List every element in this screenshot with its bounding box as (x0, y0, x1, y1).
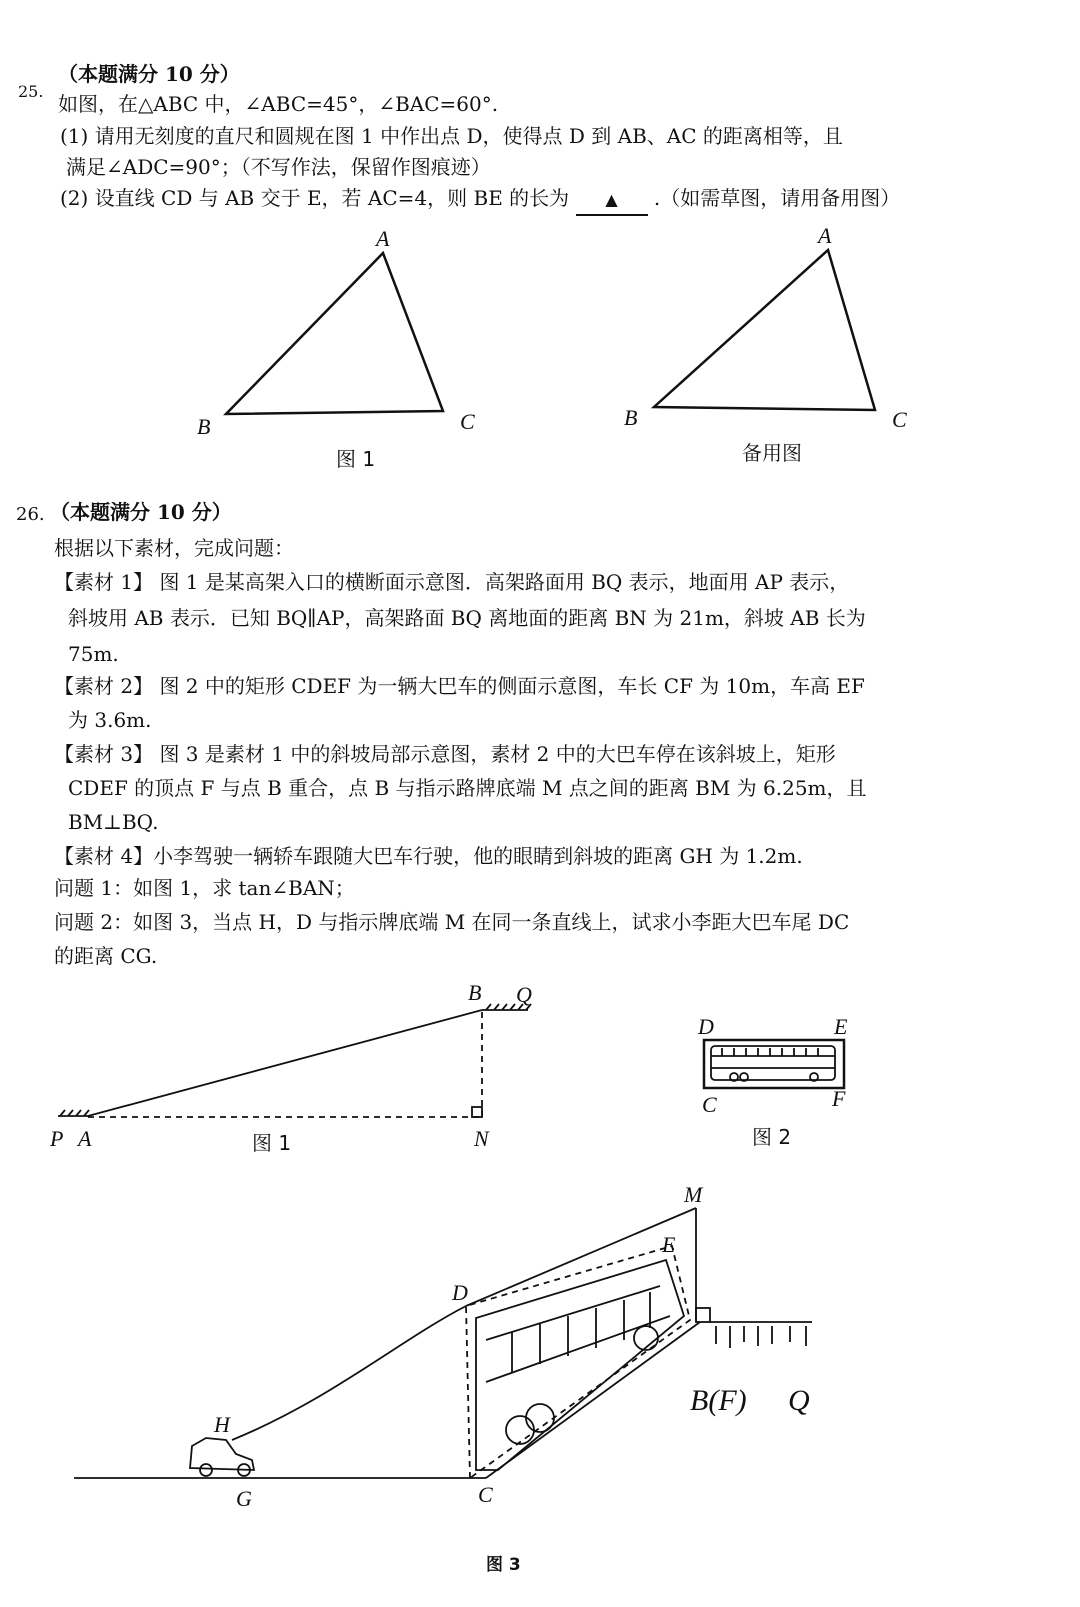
q26-fig3-slope (486, 1322, 700, 1478)
q26-fig3-label-m: M (684, 1182, 703, 1207)
q25-fig1-label-a: A (376, 226, 390, 251)
q25-part1-line2: 满足∠ADC=90°；（不写作法，保留作图痕迹） (66, 155, 491, 179)
q25-fig1-label-c: C (460, 409, 475, 434)
q26-fig1-label-q: Q (516, 982, 532, 1007)
q26-fig3-sign-base (696, 1308, 710, 1322)
q26-fig3-bus-rect (466, 1246, 690, 1478)
bus-icon (476, 1260, 684, 1470)
q26-number: 26. (16, 504, 45, 525)
q26-material1-line3: 75m. (68, 642, 119, 666)
q25-spare-label-c: C (892, 407, 907, 432)
q26-fig2-label-e: E (834, 1014, 848, 1039)
q25-score: （本题满分 10 分） (58, 62, 240, 86)
q26-score: （本题满分 10 分） (50, 500, 232, 524)
q25-number: 25. (18, 82, 44, 101)
q25-spare-label-a: A (818, 223, 832, 248)
q26-material3-line3: BM⊥BQ. (68, 810, 159, 834)
q26-fig1 (49, 980, 532, 1155)
q26-material4: 【素材 4】小李驾驶一辆轿车跟随大巴车行驶，他的眼睛到斜坡的距离 GH 为 1.2m. (54, 844, 803, 868)
q26-fig1-right-angle (472, 1107, 482, 1117)
car-icon (190, 1438, 254, 1476)
q26-fig3-caption: 图 3 (486, 1555, 521, 1575)
q26-material1-line2: 斜坡用 AB 表示．已知 BQ∥AP，高架路面 BQ 离地面的距离 BN 为 21m，斜坡 AB 长为 (68, 606, 866, 630)
q26-material3-line1: 【素材 3】 图 3 是素材 1 中的斜坡局部示意图，素材 2 中的大巴车停在该斜坡上，矩形 (54, 742, 836, 766)
q25-part1-line1: (1) 请用无刻度的直尺和圆规在图 1 中作出点 D，使得点 D 到 AB、AC 的距离相等，且 (60, 124, 843, 148)
q26-fig1-slope-ab (88, 1010, 482, 1116)
q26-material2-line1: 【素材 2】 图 2 中的矩形 CDEF 为一辆大巴车的侧面示意图，车长 CF 为 10m，车高 EF (54, 674, 865, 698)
q26-fig3-label-e: E (662, 1232, 676, 1257)
q26-material3-line2: CDEF 的顶点 F 与点 B 重合，点 B 与指示路牌底端 M 点之间的距离 BM 为 6.25m，且 (68, 776, 867, 800)
q25-fig1-caption: 图 1 (336, 447, 376, 471)
q26-fig2-label-f: F (832, 1086, 846, 1111)
q26-fig2-label-c: C (702, 1092, 717, 1117)
q25-part2-tail: .（如需草图，请用备用图） (653, 186, 901, 210)
q26-problem2-line1: 问题 2：如图 3，当点 H，D 与指示牌底端 M 在同一条直线上，试求小李距大巴车尾 DC (54, 910, 850, 934)
q25-stem: 如图，在△ABC 中，∠ABC=45°，∠BAC=60°. (58, 92, 499, 116)
q26-fig3-road-hatch (716, 1326, 806, 1348)
q26-fig3-label-d: D (452, 1280, 468, 1305)
q26-fig3 (74, 1182, 812, 1575)
q26-fig3-label-bf: B(F) (690, 1384, 747, 1417)
q25-spare-label-b: B (624, 405, 638, 430)
q26-fig2-label-d: D (698, 1014, 714, 1039)
bus-icon (711, 1046, 835, 1081)
q25-part2-text: (2) 设直线 CD 与 AB 交于 E，若 AC=4，则 BE 的长为 (60, 186, 570, 210)
q26-fig3-hill-curve (232, 1306, 466, 1440)
q26-intro: 根据以下素材，完成问题： (54, 536, 294, 560)
q26-fig1-caption: 图 1 (252, 1131, 292, 1155)
q26-fig3-label-g: G (236, 1486, 252, 1511)
q26-fig2-caption: 图 2 (752, 1125, 792, 1149)
q26-fig3-label-h: H (214, 1412, 230, 1437)
q26-fig1-label-n: N (474, 1126, 489, 1151)
q25-spare-caption: 备用图 (742, 441, 802, 465)
q26-fig1-label-b: B (468, 980, 482, 1005)
q26-problem2-line2: 的距离 CG. (54, 944, 158, 968)
q26-fig3-label-q: Q (788, 1384, 810, 1417)
q26-fig3-sightline-dm (466, 1208, 696, 1306)
q25-answer-blank: ▲ (576, 186, 648, 216)
q26-fig1-label-a: A (78, 1126, 92, 1151)
q26-problem1: 问题 1：如图 1，求 tan∠BAN； (54, 876, 355, 900)
q26-fig1-label-p: P (50, 1126, 64, 1151)
q26-material1-line1: 【素材 1】 图 1 是某高架入口的横断面示意图．高架路面用 BQ 表示，地面用 AP 表示， (54, 570, 850, 594)
q25-fig1-label-b: B (197, 414, 211, 439)
q26-fig3-label-c: C (478, 1482, 493, 1507)
q26-fig2 (697, 1014, 848, 1149)
q26-material2-line2: 为 3.6m. (68, 708, 152, 732)
